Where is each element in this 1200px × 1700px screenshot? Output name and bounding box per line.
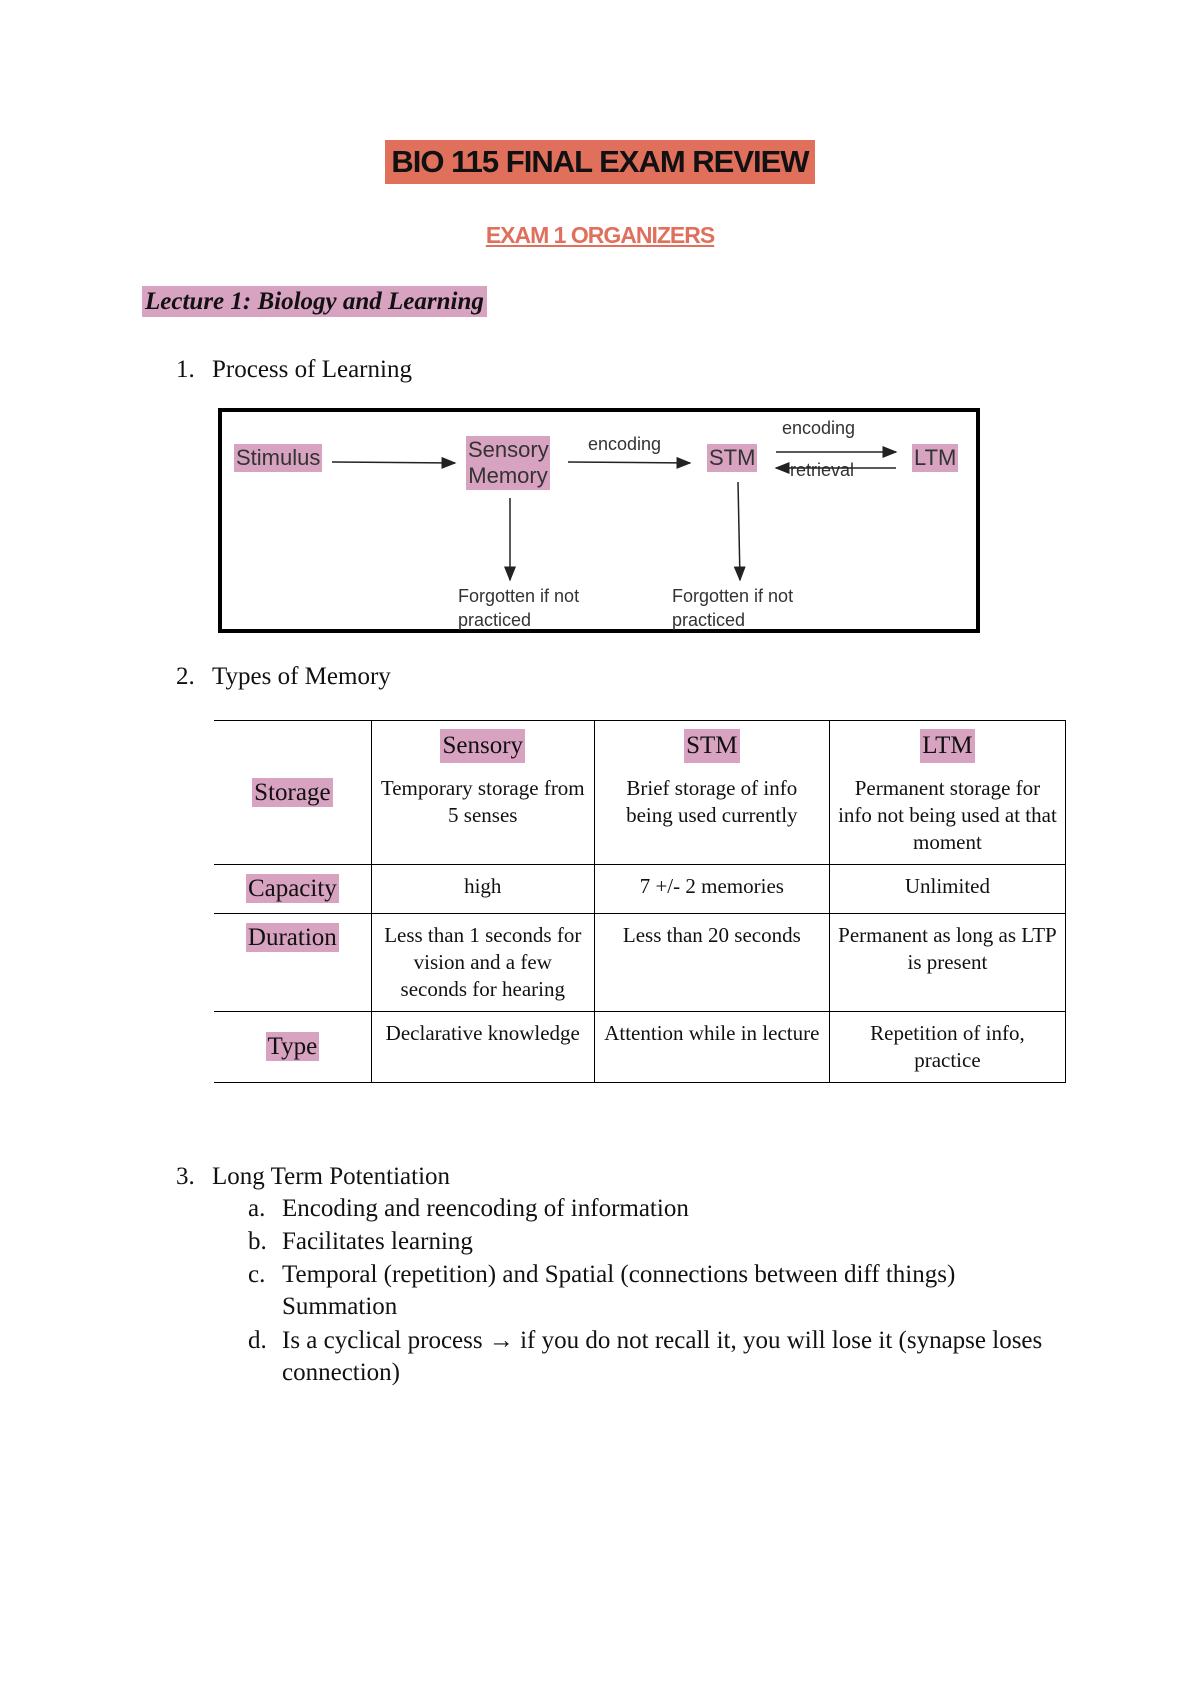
stimulus-label: Stimulus <box>236 445 321 470</box>
document-title <box>0 140 1200 184</box>
arrow-sensory-to-stm <box>568 462 690 463</box>
list-marker: b. <box>248 1228 267 1255</box>
section-3 <box>176 1162 776 1192</box>
section-number: 2. <box>176 663 195 690</box>
table-cell: Unlimited <box>829 865 1065 914</box>
encoding-label-1: encoding <box>588 434 662 454</box>
list-item <box>248 1259 1068 1323</box>
table-cell: Repetition of info, practice <box>829 1012 1065 1083</box>
section-label: Types of Memory <box>212 663 391 690</box>
table-cell <box>594 721 829 865</box>
forgotten-line-2: practiced <box>672 610 746 630</box>
cell-text: Brief storage of info being used currently <box>626 776 798 827</box>
list-item <box>248 1226 1068 1258</box>
cell-text: Permanent storage for info not being used at that moment <box>838 776 1057 854</box>
table-cell: Declarative knowledge <box>371 1012 594 1083</box>
list-marker: a. <box>248 1195 266 1222</box>
column-header-sensory: Sensory <box>440 729 525 763</box>
section-number: 3. <box>176 1163 195 1190</box>
table-cell: Less than 1 seconds for vision and a few seconds for hearing <box>371 914 594 1012</box>
table-cell: 7 +/- 2 memories <box>594 865 829 914</box>
subtitle-text: EXAM 1 ORGANIZERS <box>485 222 715 248</box>
list-text: Temporal (repetition) and Spatial (connections between diff things) Summation <box>282 1261 956 1320</box>
section-number: 1. <box>176 356 195 383</box>
list-item <box>248 1325 1068 1389</box>
sensory-line-2: Memory <box>468 463 548 488</box>
table-cell <box>371 721 594 865</box>
column-header-ltm: LTM <box>920 729 974 763</box>
forgotten-line-2: practiced <box>458 610 532 630</box>
ltm-label: LTM <box>914 445 957 470</box>
row-label-cell <box>214 1012 371 1083</box>
forgotten-line-1: Forgotten if not <box>672 586 794 606</box>
document-subtitle <box>0 221 1200 249</box>
list-marker: c. <box>248 1261 266 1288</box>
diagram-arrows <box>222 412 976 629</box>
row-label: Capacity <box>247 875 337 902</box>
section-label: Long Term Potentiation <box>212 1163 451 1190</box>
lecture-heading-text: Lecture 1: Biology and Learning <box>142 286 487 317</box>
row-label: Type <box>267 1033 318 1060</box>
table-row <box>214 1012 1066 1083</box>
sensory-line-1: Sensory <box>468 437 549 462</box>
list-text: Is a cyclical process → if you do not recall it, you will lose it (synapse loses connection) <box>282 1327 1043 1386</box>
lecture-heading <box>142 287 487 317</box>
section-1 <box>176 355 776 385</box>
arrow-stm-forgotten <box>738 482 740 580</box>
list-text: Encoding and reencoding of information <box>282 1195 689 1222</box>
table-cell: Less than 20 seconds <box>594 914 829 1012</box>
row-label-cell <box>214 721 371 865</box>
retrieval-label: retrieval <box>790 460 855 480</box>
memory-types-table <box>214 720 1066 1083</box>
row-label: Duration <box>247 924 337 951</box>
table-cell <box>829 721 1065 865</box>
table-cell: high <box>371 865 594 914</box>
table-row <box>214 865 1066 914</box>
row-label: Storage <box>254 778 331 806</box>
list-marker: d. <box>248 1327 267 1354</box>
learning-process-diagram <box>218 408 980 633</box>
stm-label: STM <box>709 445 756 470</box>
section-2 <box>176 662 776 692</box>
forgotten-line-1: Forgotten if not <box>458 586 580 606</box>
list-item <box>248 1193 1068 1225</box>
table-row <box>214 721 1066 865</box>
encoding-label-2: encoding <box>782 418 856 438</box>
table-cell: Attention while in lecture <box>594 1012 829 1083</box>
title-text: BIO 115 FINAL EXAM REVIEW <box>385 140 814 184</box>
row-label-cell <box>214 914 371 1012</box>
table-cell: Permanent as long as LTP is present <box>829 914 1065 1012</box>
section-label: Process of Learning <box>212 356 412 383</box>
cell-text: Temporary storage from 5 senses <box>380 776 585 827</box>
list-text: Facilitates learning <box>282 1228 473 1255</box>
table-row <box>214 914 1066 1012</box>
arrow-stimulus-to-sensory <box>332 462 455 463</box>
row-label-cell <box>214 865 371 914</box>
column-header-stm: STM <box>684 729 739 763</box>
